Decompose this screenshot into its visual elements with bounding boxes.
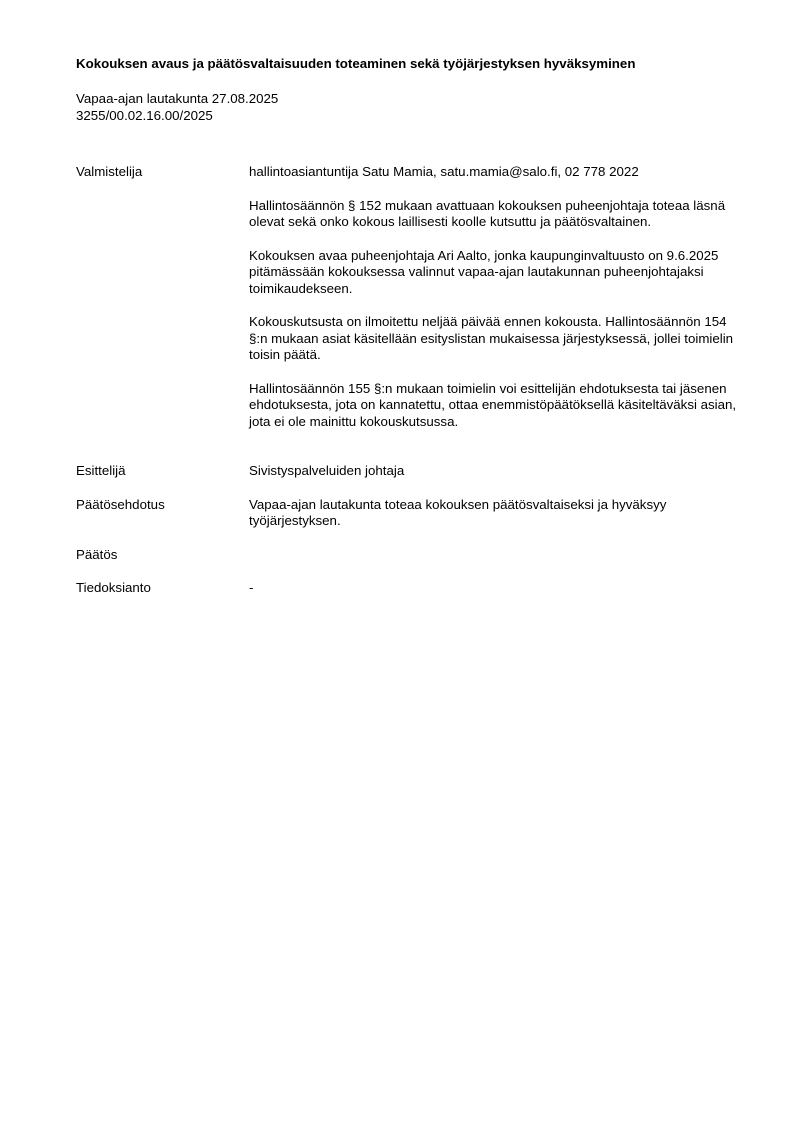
- esittelija-value: Sivistyspalveluiden johtaja: [249, 463, 405, 478]
- tiedoksianto-value: -: [249, 580, 254, 595]
- esittelija-label: Esittelijä: [76, 463, 126, 478]
- section-tiedoksianto: [76, 580, 741, 597]
- section-valmistelija: [76, 164, 741, 430]
- paatos-value: [249, 547, 741, 564]
- valmistelija-content: [249, 164, 741, 430]
- valmistelija-paragraph: Kokouskutsusta on ilmoitettu neljää päivää ennen kokousta. Hallintosäännön 154 §:n mukaan asiat käsitellään esityslistan mukaisessa järjestyksessä, jollei toimielin toisin päätä.: [249, 314, 734, 362]
- valmistelija-contact: hallintoasiantuntija Satu Mamia, satu.mamia@salo.fi, 02 778 2022: [249, 164, 639, 179]
- paatosehdotus-label: Päätösehdotus: [76, 496, 165, 512]
- section-paatos: [76, 547, 741, 564]
- document-page: [76, 56, 741, 597]
- board-and-date: Vapaa-ajan lautakunta 27.08.2025: [76, 91, 279, 106]
- tiedoksianto-label: Tiedoksianto: [76, 580, 151, 595]
- paatos-label: Päätös: [76, 546, 118, 562]
- valmistelija-paragraph: Hallintosäännön § 152 mukaan avattuaan kokouksen puheenjohtaja toteaa läsnä olevat sekä onko kokous laillisesti koolle kutsuttu ja päätösvaltainen.: [249, 197, 726, 229]
- paatosehdotus-value: Vapaa-ajan lautakunta toteaa kokouksen päätösvaltaiseksi ja hyväksyy työjärjestyksen.: [249, 496, 667, 528]
- valmistelija-paragraph: Kokouksen avaa puheenjohtaja Ari Aalto, jonka kaupunginvaltuusto on 9.6.2025 pitämässään kokouksessa valinnut vapaa-ajan lautakunnan puheenjohtajaksi toimikaudekseen.: [249, 247, 719, 296]
- reference-number: 3255/00.02.16.00/2025: [76, 108, 213, 123]
- section-paatosehdotus: [76, 497, 741, 530]
- section-esittelija: [76, 463, 741, 480]
- document-title: Kokouksen avaus ja päätösvaltaisuuden toteaminen sekä työjärjestyksen hyväksyminen: [76, 56, 636, 71]
- valmistelija-label: Valmistelija: [76, 164, 143, 179]
- document-meta: [76, 90, 741, 124]
- valmistelija-paragraph: Hallintosäännön 155 §:n mukaan toimielin voi esittelijän ehdotuksesta tai jäsenen ehdotuksesta, jota on kannatettu, ottaa enemmistöpäätöksellä käsiteltäväksi asian, jota ei ole mainittu kokouskutsussa.: [249, 380, 737, 429]
